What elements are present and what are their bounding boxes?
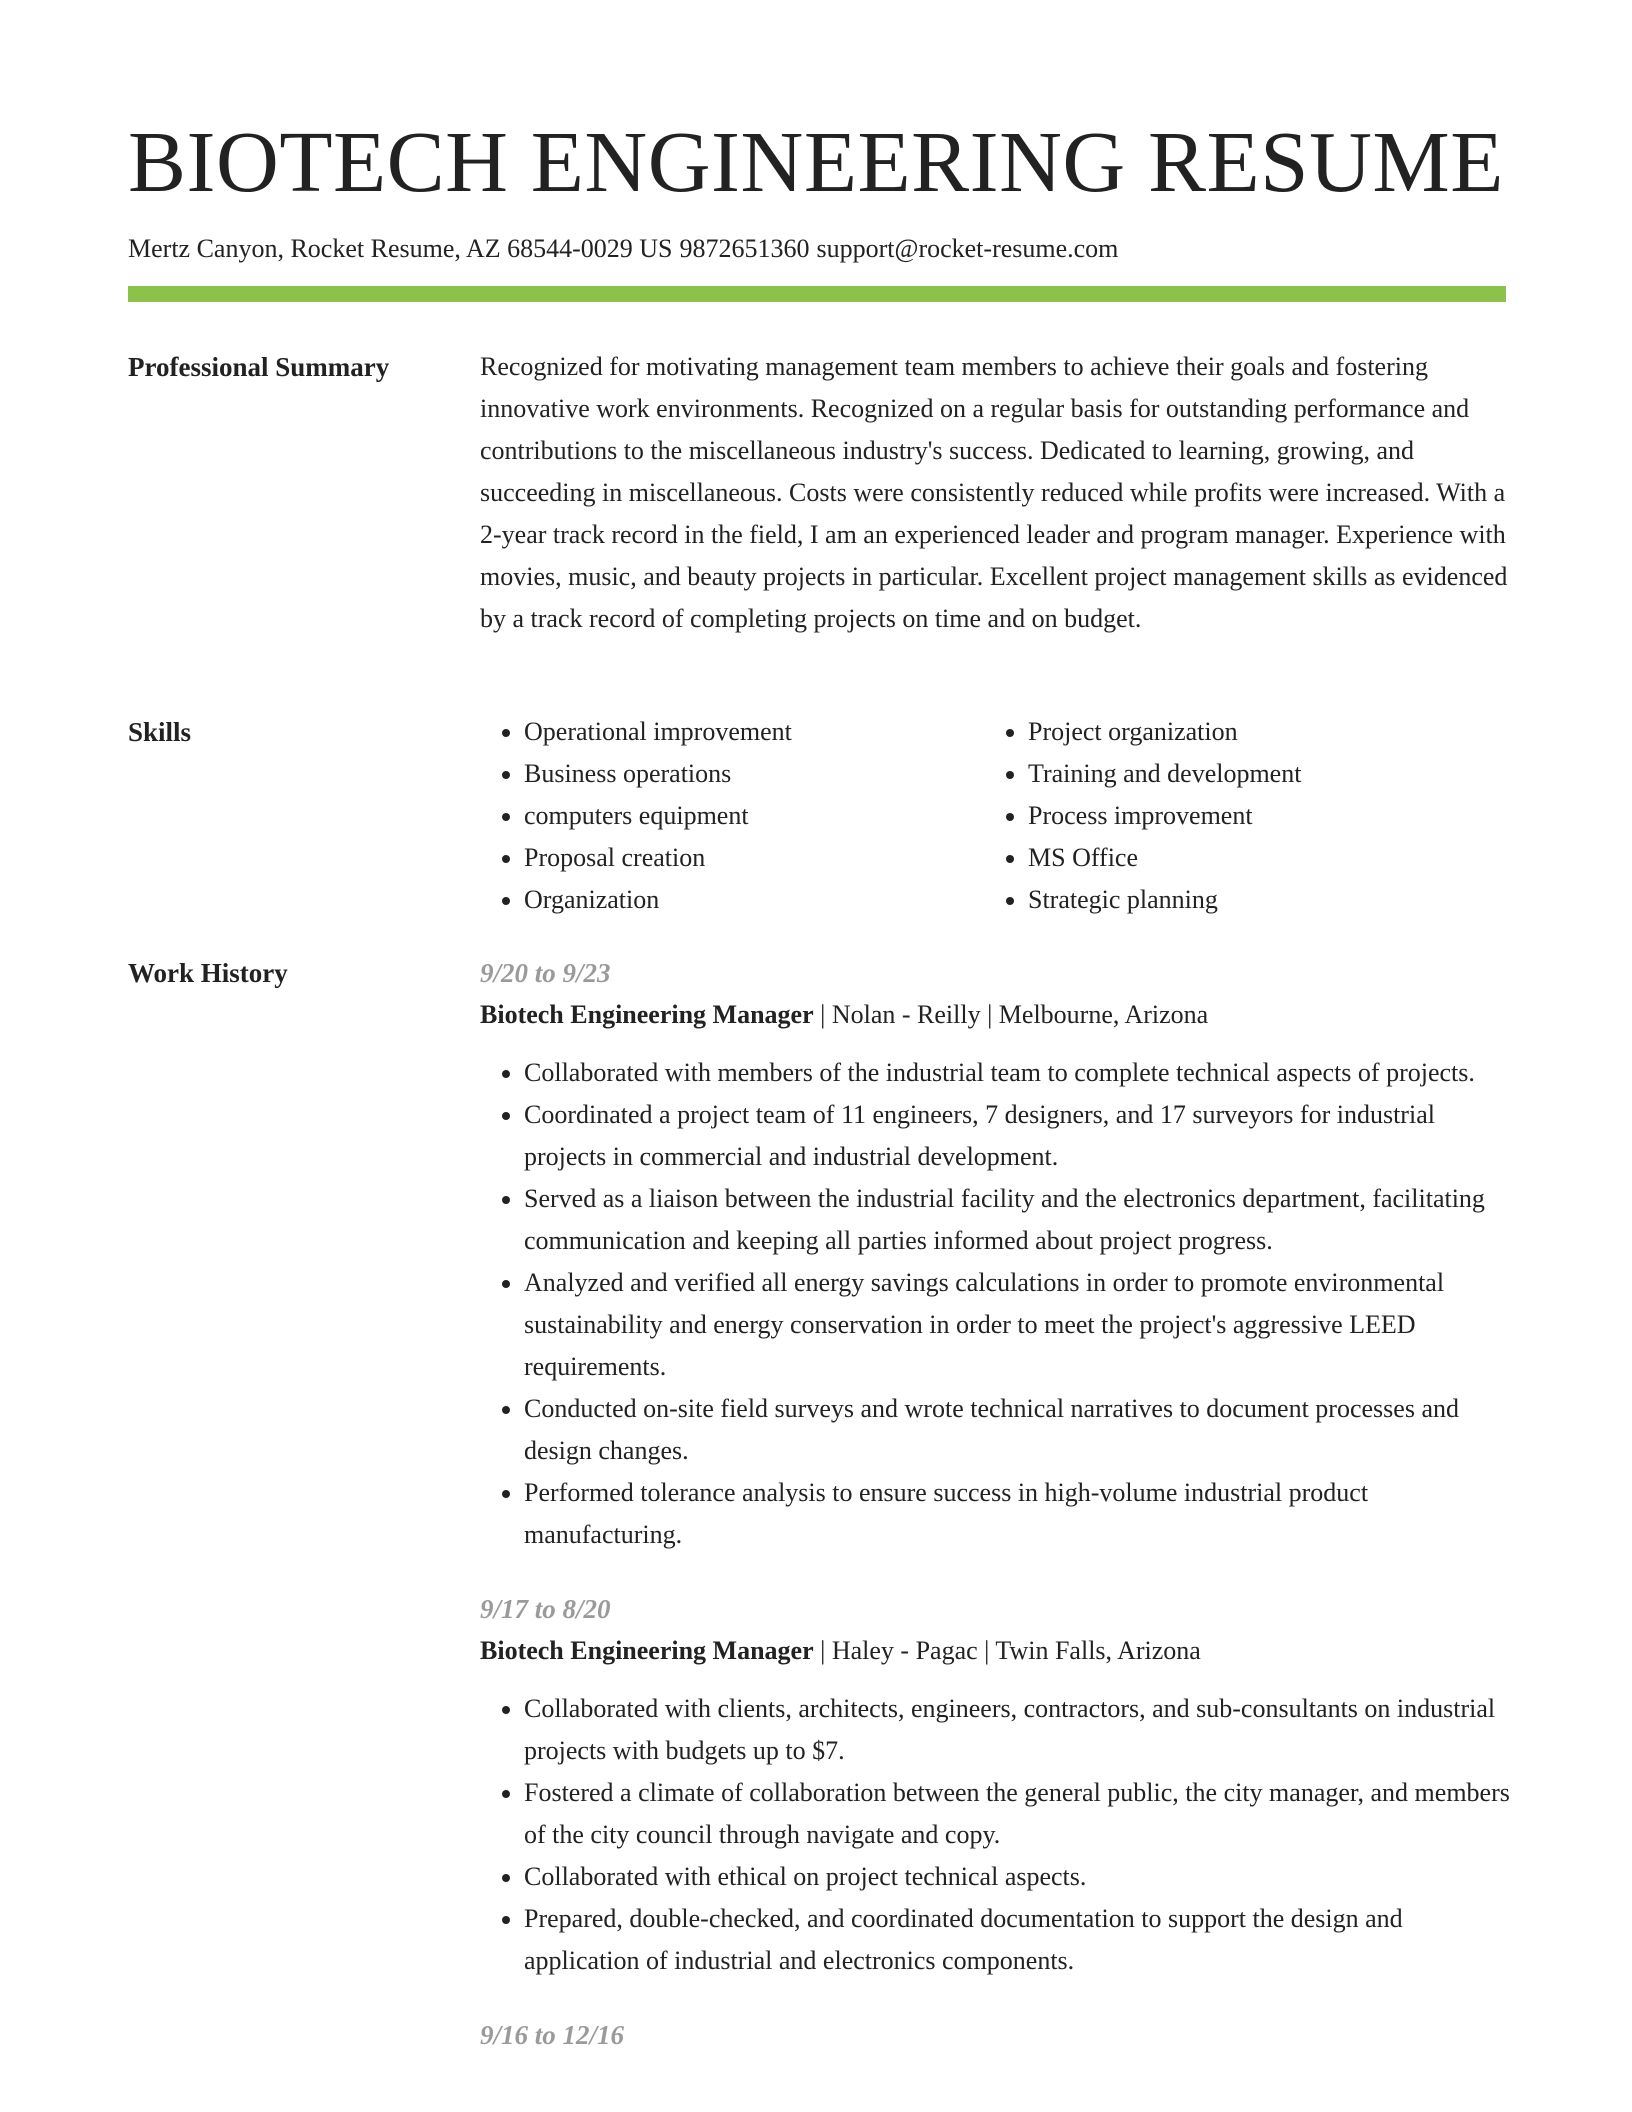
job-bullet: • Collaborated with ethical on project technical aspects.: [524, 1856, 1510, 1898]
resume-title: BIOTECH ENGINEERING RESUME: [128, 113, 1504, 210]
summary-label: Professional Summary: [128, 352, 390, 382]
contact-email[interactable]: support@rocket-resume.com: [816, 234, 1119, 263]
job-bullets: [480, 1052, 1510, 1556]
job-title: Biotech Engineering Manager: [480, 1000, 814, 1029]
job-heading: [480, 994, 1510, 1036]
job-bullet: • Collaborated with members of the industrial team to complete technical aspects of projects.: [524, 1052, 1510, 1094]
summary-body: [480, 346, 1510, 640]
job-bullet: • Performed tolerance analysis to ensure success in high-volume industrial product manufacturing.: [524, 1472, 1510, 1556]
skill-item: • Process improvement: [1028, 795, 1488, 837]
skills-list-right: [984, 711, 1488, 921]
contact-line: [128, 232, 1118, 266]
contact-address: Mertz Canyon, Rocket Resume, AZ 68544-0029 US: [128, 234, 673, 263]
skills-list-left: [480, 711, 984, 921]
job-bullet: • Prepared, double-checked, and coordinated documentation to support the design and application of industrial and electronics components.: [524, 1898, 1510, 1982]
job-heading: [480, 1630, 1510, 1672]
job-bullet: • Conducted on-site field surveys and wrote technical narratives to document processes and design changes.: [524, 1388, 1510, 1472]
contact-phone: 9872651360: [679, 234, 810, 263]
work-history-label: Work History: [128, 958, 288, 988]
work-history-body: [480, 952, 1510, 2088]
skill-item: • Training and development: [1028, 753, 1488, 795]
job-bullets: [480, 1688, 1510, 1982]
job-bullet: • Fostered a climate of collaboration between the general public, the city manager, and members of the city council through navigate and copy.: [524, 1772, 1510, 1856]
skill-item: • Project organization: [1028, 711, 1488, 753]
job-details: | Nolan - Reilly | Melbourne, Arizona: [813, 1000, 1209, 1029]
job-bullet: • Coordinated a project team of 11 engineers, 7 designers, and 17 surveyors for industrial projects in commercial and industrial development.: [524, 1094, 1510, 1178]
job-entry: [480, 1588, 1510, 1982]
skills-columns: [480, 711, 1510, 921]
skill-item: • Strategic planning: [1028, 879, 1488, 921]
job-entry: [480, 952, 1510, 1556]
skills-label: Skills: [128, 717, 192, 747]
skill-item: • Organization: [524, 879, 984, 921]
job-dates: 9/20 to 9/23: [480, 958, 611, 988]
skill-item: • Proposal creation: [524, 837, 984, 879]
job-dates: 9/16 to 12/16: [480, 2020, 625, 2050]
skill-item: • Operational improvement: [524, 711, 984, 753]
job-dates: 9/17 to 8/20: [480, 1594, 611, 1624]
summary-text: Recognized for motivating management team members to achieve their goals and fostering innovative work environments. Recognized on a regular basis for outstanding performance and contributions to the miscellaneous industry's success. Dedicated to learning, growing, and succeeding in miscellaneous. Costs were consistently reduced while profits were increased. With a 2-year track record in the field, I am an experienced leader and program manager. Experience with movies, music, and beauty projects in particular. Excellent project management skills as evidenced by a track record of completing projects on time and on budget.: [480, 352, 1508, 633]
skill-item: • Business operations: [524, 753, 984, 795]
job-bullet: • Analyzed and verified all energy savings calculations in order to promote environmental sustainability and energy conservation in order to meet the project's aggressive LEED requirements.: [524, 1262, 1510, 1388]
job-bullet: • Served as a liaison between the industrial facility and the electronics department, facilitating communication and keeping all parties informed about project progress.: [524, 1178, 1510, 1262]
skills-body: [480, 711, 1510, 921]
header-divider: [128, 286, 1506, 302]
skill-item: • computers equipment: [524, 795, 984, 837]
job-entry: [480, 2014, 1510, 2056]
job-bullet: • Collaborated with clients, architects, engineers, contractors, and sub-consultants on industrial projects with budgets up to $7.: [524, 1688, 1510, 1772]
job-details: | Haley - Pagac | Twin Falls, Arizona: [813, 1636, 1201, 1665]
job-title: Biotech Engineering Manager: [480, 1636, 814, 1665]
skill-item: • MS Office: [1028, 837, 1488, 879]
